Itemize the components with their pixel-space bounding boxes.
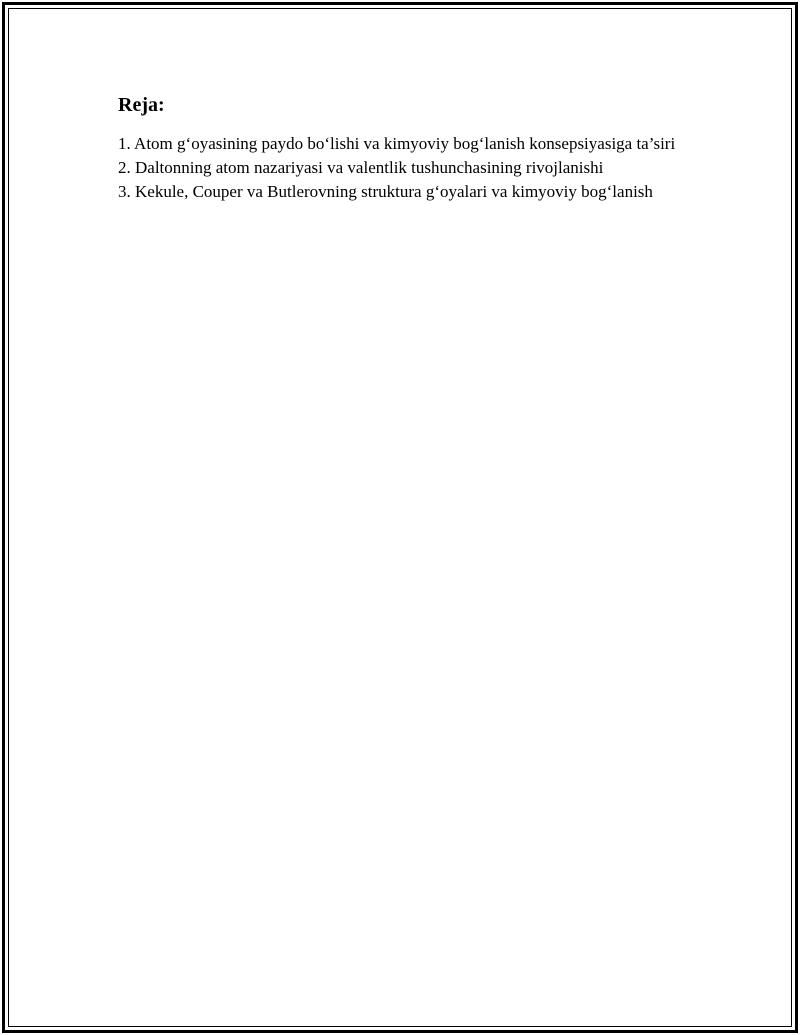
plan-item-1: 1. Atom g‘oyasining paydo bo‘lishi va kimyoviy bog‘lanish konsepsiyasiga ta’siri — [118, 134, 676, 153]
document-content — [118, 92, 688, 204]
plan-heading: Reja: — [118, 94, 165, 116]
plan-item-2: 2. Daltonning atom nazariyasi va valentlik tushunchasining rivojlanishi — [118, 158, 604, 177]
plan-list — [118, 132, 688, 204]
plan-item-3: 3. Kekule, Couper va Butlerovning struktura g‘oyalari va kimyoviy bog‘lanish — [118, 182, 653, 201]
